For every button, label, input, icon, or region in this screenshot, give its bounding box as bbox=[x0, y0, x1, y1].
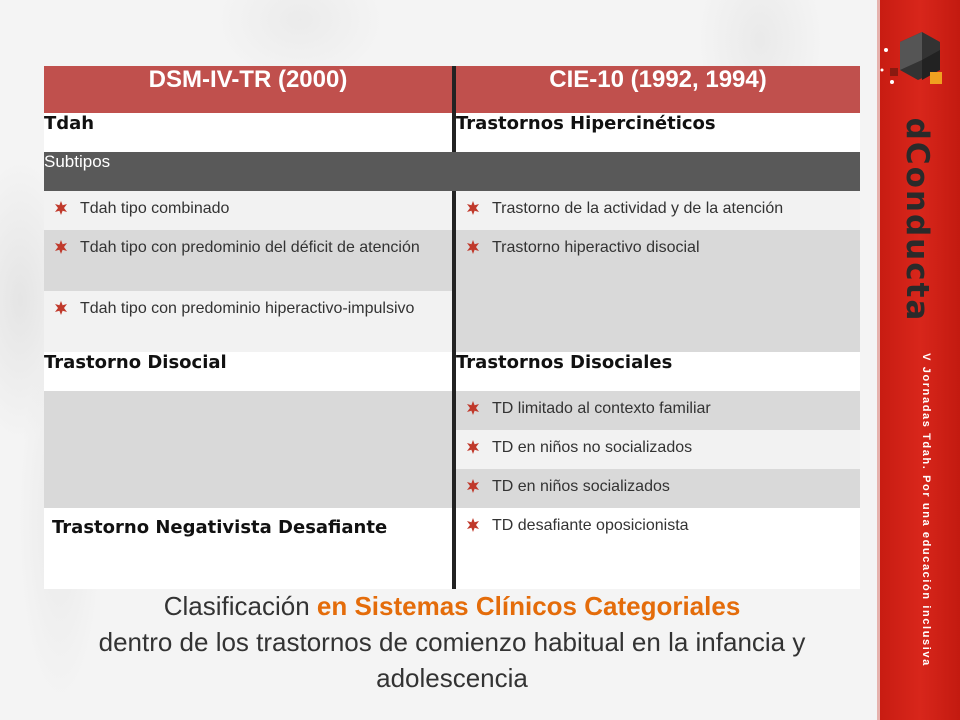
list-item bbox=[454, 230, 860, 352]
comparison-table bbox=[44, 66, 860, 589]
subtype-right-text: Trastorno hiperactivo disocial bbox=[492, 239, 700, 256]
slide-caption bbox=[44, 588, 860, 696]
section-left-negativista: Trastorno Negativista Desafiante bbox=[44, 508, 454, 589]
caption-line2: dentro de los trastornos de comienzo habitual en la infancia y adolescencia bbox=[98, 627, 806, 693]
tagline-text: V Jornadas Tdah. Por una educación inclusiva bbox=[920, 353, 932, 667]
caption-part1: Clasificación bbox=[163, 591, 317, 621]
list-item bbox=[44, 230, 454, 291]
section-right-disociales: Trastornos Disociales bbox=[454, 352, 860, 391]
list-item bbox=[44, 191, 454, 230]
tagline-vertical bbox=[880, 340, 960, 680]
dconducta-logo-icon bbox=[878, 20, 956, 110]
section-right-hipercineticos: Trastornos Hipercinéticos bbox=[454, 113, 860, 152]
caption-accent: en Sistemas Clínicos Categoriales bbox=[316, 591, 741, 621]
table-row bbox=[44, 230, 860, 291]
table-row bbox=[44, 191, 860, 230]
table-row bbox=[44, 391, 860, 430]
starburst-bullet-icon bbox=[466, 201, 480, 215]
table-header-row bbox=[44, 66, 860, 113]
brand-vertical bbox=[880, 110, 960, 330]
disocial-right-text: TD en niños no socializados bbox=[492, 439, 693, 456]
subtype-left-text: Tdah tipo con predominio del déficit de atención bbox=[80, 239, 420, 256]
table-row-subtipos bbox=[44, 152, 860, 191]
header-dsm: DSM-IV-TR (2000) bbox=[44, 66, 454, 113]
starburst-bullet-icon bbox=[466, 518, 480, 532]
section-left-tdah: Tdah bbox=[44, 113, 454, 152]
list-item bbox=[454, 191, 860, 230]
table-row-section-negativista bbox=[44, 508, 860, 589]
table-row-section-tdah bbox=[44, 113, 860, 152]
subtipos-label: Subtipos bbox=[44, 152, 860, 191]
subtype-left-text: Tdah tipo con predominio hiperactivo-impulsivo bbox=[80, 300, 415, 317]
subtype-left-text: Tdah tipo combinado bbox=[80, 200, 230, 217]
starburst-bullet-icon bbox=[466, 240, 480, 254]
list-item bbox=[454, 391, 860, 430]
disocial-right-text: TD limitado al contexto familiar bbox=[492, 400, 711, 417]
starburst-bullet-icon bbox=[54, 201, 68, 215]
header-cie: CIE-10 (1992, 1994) bbox=[454, 66, 860, 113]
starburst-bullet-icon bbox=[466, 401, 480, 415]
section-left-disocial: Trastorno Disocial bbox=[44, 352, 454, 391]
brand-name: dConducta bbox=[899, 117, 935, 323]
list-item bbox=[454, 508, 860, 589]
list-item bbox=[44, 291, 454, 352]
starburst-bullet-icon bbox=[466, 440, 480, 454]
list-item bbox=[454, 469, 860, 508]
subtype-right-text: Trastorno de la actividad y de la atención bbox=[492, 200, 784, 217]
starburst-bullet-icon bbox=[466, 479, 480, 493]
list-item bbox=[454, 430, 860, 469]
table-row-section-disocial bbox=[44, 352, 860, 391]
starburst-bullet-icon bbox=[54, 301, 68, 315]
negativista-right-text: TD desafiante oposicionista bbox=[492, 517, 689, 534]
starburst-bullet-icon bbox=[54, 240, 68, 254]
disocial-right-text: TD en niños socializados bbox=[492, 478, 670, 495]
empty-cell bbox=[44, 391, 454, 508]
